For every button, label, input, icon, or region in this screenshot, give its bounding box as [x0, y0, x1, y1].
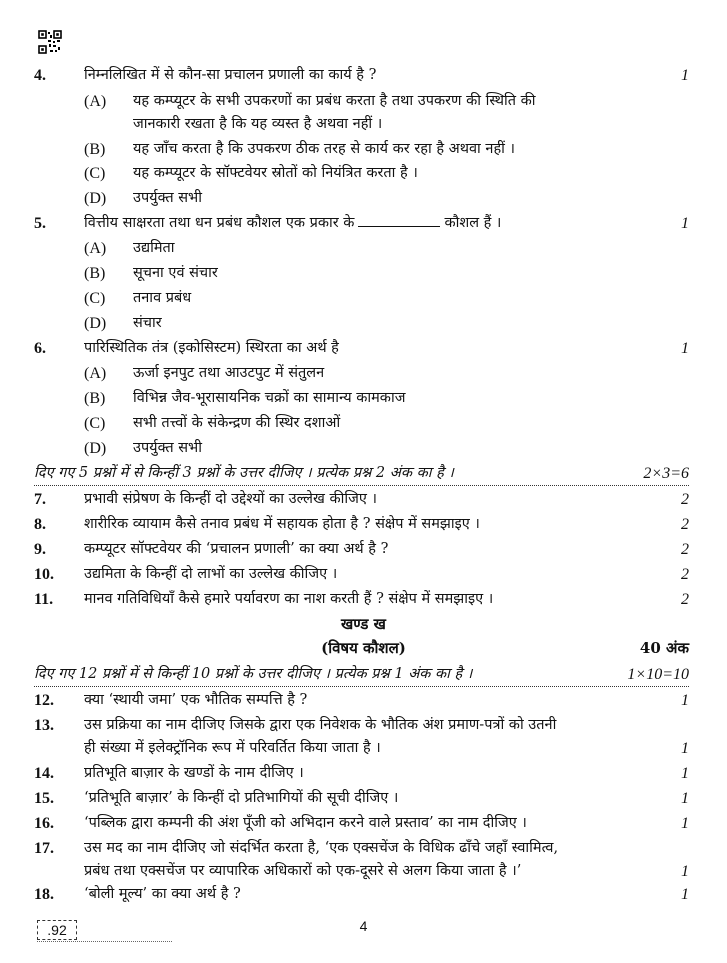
question-14: [0, 761, 727, 786]
question-marks: 1: [681, 790, 689, 807]
option: [0, 236, 727, 261]
question-marks: 1: [681, 692, 689, 709]
option-text: सूचना एवं संचार: [133, 265, 218, 281]
question-number: 7.: [34, 491, 46, 508]
question-10: [0, 562, 727, 587]
question-text: ‘पब्लिक द्वारा कम्पनी की अंश पूँजी को अभिदान करने वाले प्रस्ताव’ का नाम दीजिए ।: [84, 815, 527, 831]
question-text: मानव गतिविधियाँ कैसे हमारे पर्यावरण का नाश करती हैं ? संक्षेप में समझाइए ।: [84, 591, 494, 607]
question-marks: 1: [681, 340, 689, 357]
question-number: 13.: [34, 717, 54, 734]
option-text: यह जाँच करता है कि उपकरण ठीक तरह से कार्य कर रहा है अथवा नहीं ।: [133, 141, 516, 157]
question-text: उस मद का नाम दीजिए जो संदर्भित करता है, ‘एक एक्सचेंज के विधिक ढाँचे जहाँ स्वामित्व,: [84, 840, 559, 856]
question-13-continuation: [0, 736, 727, 761]
question-number: 18.: [34, 886, 54, 903]
question-marks: 1: [681, 215, 689, 232]
question-17-continuation: [0, 859, 727, 884]
option: [0, 161, 727, 186]
question-11: [0, 587, 727, 612]
question-13: [0, 713, 727, 738]
option: [0, 261, 727, 286]
option-label: (C): [84, 290, 106, 307]
question-text: निम्नलिखित में से कौन-सा प्रचालन प्रणाली का कार्य है ?: [84, 67, 377, 83]
option: [0, 286, 727, 311]
question-marks: 1: [681, 886, 689, 903]
question-text: ‘प्रतिभूति बाज़ार’ के किन्हीं दो प्रतिभागियों की सूची दीजिए ।: [84, 790, 399, 806]
option: [0, 137, 727, 162]
question-15: [0, 786, 727, 811]
section-subtitle: (विषय कौशल): [321, 639, 406, 657]
option-label: (B): [84, 141, 106, 158]
option-label: (A): [84, 93, 107, 110]
option: [0, 386, 727, 411]
option-text: यह कम्प्यूटर के सभी उपकरणों का प्रबंध करता है तथा उपकरण की स्थिति की: [133, 93, 536, 109]
question-number: 6.: [34, 340, 46, 357]
question-7: [0, 487, 727, 512]
option: [0, 186, 727, 211]
option-label: (B): [84, 390, 106, 407]
section-instruction: [34, 461, 689, 486]
question-marks: 1: [681, 815, 689, 832]
instruction-text: दिए गए 12 प्रश्नों में से किन्हीं 10 प्रश्नों के उत्तर दीजिए । प्रत्येक प्रश्न 1 अंक का है ।: [34, 666, 473, 682]
question-text: [84, 211, 501, 236]
dotted-divider: [34, 686, 689, 687]
instruction-marks: 1×10=10: [627, 666, 689, 683]
question-6: [0, 336, 727, 361]
question-text: उस प्रक्रिया का नाम दीजिए जिसके द्वारा एक निवेशक के भौतिक अंश प्रमाण-पत्रों को उतनी: [84, 717, 557, 733]
option-label: (D): [84, 315, 107, 332]
option-text: उपर्युक्त सभी: [133, 190, 202, 206]
question-text: शारीरिक व्यायाम कैसे तनाव प्रबंध में सहायक होता है ? संक्षेप में समझाइए ।: [84, 516, 480, 532]
question-marks: 1: [681, 740, 689, 757]
option: [0, 436, 727, 461]
option-label: (A): [84, 240, 107, 257]
option-text: यह कम्प्यूटर के सॉफ्टवेयर स्रोतों को नियंत्रित करता है ।: [133, 165, 418, 181]
question-9: [0, 537, 727, 562]
question-number: 15.: [34, 790, 54, 807]
page-number: 4: [359, 918, 368, 934]
question-number: 8.: [34, 516, 46, 533]
section-instruction: [34, 662, 689, 687]
question-12: [0, 688, 727, 713]
section-title: खण्ड ख: [341, 615, 386, 633]
question-18: [0, 882, 727, 907]
question-number: 16.: [34, 815, 54, 832]
question-marks: 2: [681, 491, 689, 508]
option: [0, 311, 727, 336]
question-marks: 2: [681, 566, 689, 583]
question-5: [0, 211, 727, 236]
question-text: प्रबंध तथा एक्सचेंज पर व्यापारिक अधिकारों को एक-दूसरे से अलग किया जाता है ।’: [84, 863, 522, 879]
option: [0, 361, 727, 386]
option-label: (C): [84, 415, 106, 432]
section-total-marks: 40 अंक: [639, 639, 689, 657]
question-number: 10.: [34, 566, 54, 583]
question-17: [0, 836, 727, 861]
option-label: (B): [84, 265, 106, 282]
question-8: [0, 512, 727, 537]
footer-dotted-line: [37, 941, 172, 942]
option-text: सभी तत्त्वों के संकेन्द्रण की स्थिर दशाओं: [133, 415, 341, 431]
question-text-part: कौशल हैं ।: [444, 215, 502, 231]
question-text: पारिस्थितिक तंत्र (इकोसिस्टम) स्थिरता का अर्थ है: [84, 340, 339, 356]
option-text: जानकारी रखता है कि यह व्यस्त है अथवा नहीं ।: [133, 116, 383, 132]
question-marks: 1: [681, 67, 689, 84]
question-16: [0, 811, 727, 836]
question-number: 17.: [34, 840, 54, 857]
instruction-text: दिए गए 5 प्रश्नों में से किन्हीं 3 प्रश्नों के उत्तर दीजिए । प्रत्येक प्रश्न 2 अंक का है ।: [34, 465, 454, 481]
question-number: 4.: [34, 67, 46, 84]
question-text: कम्प्यूटर सॉफ्टवेयर की ‘प्रचालन प्रणाली’ का क्या अर्थ है ?: [84, 541, 389, 557]
option-label: (D): [84, 190, 107, 207]
paper-code-box: .92: [37, 920, 77, 940]
question-number: 12.: [34, 692, 54, 709]
option-label: (D): [84, 440, 107, 457]
option-label: (C): [84, 165, 106, 182]
question-number: 11.: [34, 591, 54, 608]
question-text: ही संख्या में इलेक्ट्रॉनिक रूप में परिवर्तित किया जाता है ।: [84, 740, 381, 756]
question-text: प्रतिभूति बाज़ार के खण्डों के नाम दीजिए ।: [84, 765, 304, 781]
question-number: 9.: [34, 541, 46, 558]
option-text: विभिन्न जैव-भूरासायनिक चक्रों का सामान्य कामकाज: [133, 390, 406, 406]
option-text: उपर्युक्त सभी: [133, 440, 202, 456]
option-continuation: [0, 112, 727, 137]
option-text: उद्यमिता: [133, 240, 175, 256]
qr-code-icon: [38, 30, 62, 54]
question-number: 14.: [34, 765, 54, 782]
option: [0, 411, 727, 436]
question-text: ‘बोली मूल्य’ का क्या अर्थ है ?: [84, 886, 241, 902]
dotted-divider: [34, 485, 689, 486]
section-subtitle-row: [0, 636, 727, 660]
question-text-part: वित्तीय साक्षरता तथा धन प्रबंध कौशल एक प्रकार के: [84, 215, 355, 231]
question-text: उद्यमिता के किन्हीं दो लाभों का उल्लेख कीजिए ।: [84, 566, 338, 582]
option: [0, 89, 727, 114]
fill-in-blank: [358, 212, 440, 227]
question-marks: 2: [681, 516, 689, 533]
question-text: क्या ‘स्थायी जमा’ एक भौतिक सम्पत्ति है ?: [84, 692, 308, 708]
question-4: [0, 63, 727, 88]
instruction-marks: 2×3=6: [643, 465, 689, 482]
question-marks: 1: [681, 863, 689, 880]
question-number: 5.: [34, 215, 46, 232]
option-text: संचार: [133, 315, 162, 331]
question-marks: 1: [681, 765, 689, 782]
option-label: (A): [84, 365, 107, 382]
question-marks: 2: [681, 591, 689, 608]
option-text: ऊर्जा इनपुट तथा आउटपुट में संतुलन: [133, 365, 325, 381]
option-text: तनाव प्रबंध: [133, 290, 192, 306]
question-marks: 2: [681, 541, 689, 558]
question-text: प्रभावी संप्रेषण के किन्हीं दो उद्देश्यों का उल्लेख कीजिए ।: [84, 491, 377, 507]
